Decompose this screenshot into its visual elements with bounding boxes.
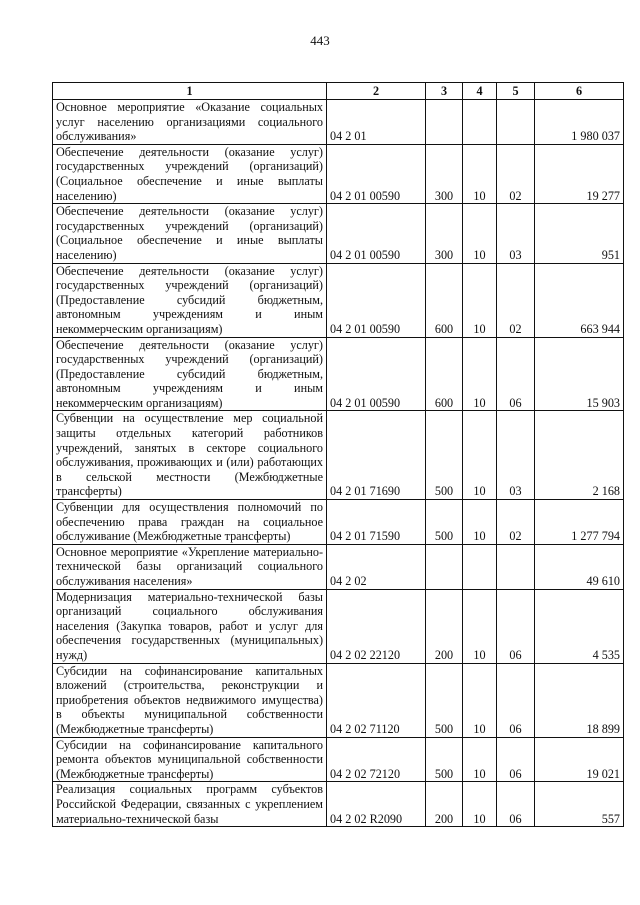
header-cell-5: 5 — [497, 83, 535, 100]
row-vr: 200 — [426, 589, 463, 663]
row-rz: 10 — [463, 144, 497, 203]
row-description: Субвенции на осуществление мер социальной защиты отдельных категорий работников учреждений, занятых в секторе социального обслуживания, проживающих и (или) работающих в сельской местности (Межбюджетные трансферты) — [53, 411, 327, 500]
row-code: 04 2 02 R2090 — [327, 782, 426, 827]
row-vr: 300 — [426, 204, 463, 263]
table-header-row — [53, 83, 624, 100]
row-pr: 06 — [497, 589, 535, 663]
row-description: Обеспечение деятельности (оказание услуг) государственных учреждений (организаций) (Социальное обеспечение и иные выплаты населению) — [53, 204, 327, 263]
row-rz: 10 — [463, 337, 497, 411]
row-code: 04 2 02 22120 — [327, 589, 426, 663]
row-amount: 49 610 — [535, 544, 624, 589]
row-code: 04 2 02 72120 — [327, 737, 426, 782]
row-description: Субсидии на софинансирование капитального ремонта объектов муниципальной собственности (Межбюджетные трансферты) — [53, 737, 327, 782]
row-pr: 03 — [497, 204, 535, 263]
row-pr: 02 — [497, 144, 535, 203]
row-rz: 10 — [463, 782, 497, 827]
row-amount: 18 899 — [535, 663, 624, 737]
row-amount: 19 021 — [535, 737, 624, 782]
row-description: Основное мероприятие «Укрепление материально-технической базы организаций социального обслуживания населения» — [53, 544, 327, 589]
header-cell-4: 4 — [463, 83, 497, 100]
row-code: 04 2 01 71690 — [327, 411, 426, 500]
row-vr: 500 — [426, 663, 463, 737]
row-rz: 10 — [463, 500, 497, 545]
row-vr: 500 — [426, 500, 463, 545]
table-row — [53, 100, 624, 145]
header-cell-3: 3 — [426, 83, 463, 100]
table-row — [53, 144, 624, 203]
table-row — [53, 737, 624, 782]
row-amount: 951 — [535, 204, 624, 263]
row-code: 04 2 01 00590 — [327, 337, 426, 411]
row-pr — [497, 544, 535, 589]
row-amount: 1 277 794 — [535, 500, 624, 545]
row-code: 04 2 01 00590 — [327, 204, 426, 263]
row-rz — [463, 544, 497, 589]
row-code: 04 2 02 71120 — [327, 663, 426, 737]
row-pr: 06 — [497, 663, 535, 737]
row-description: Реализация социальных программ субъектов Российской Федерации, связанных с укреплением материально-технической базы — [53, 782, 327, 827]
row-amount: 557 — [535, 782, 624, 827]
row-code: 04 2 02 — [327, 544, 426, 589]
row-code: 04 2 01 00590 — [327, 144, 426, 203]
row-pr: 02 — [497, 500, 535, 545]
header-cell-1: 1 — [53, 83, 327, 100]
table-row — [53, 411, 624, 500]
row-amount: 663 944 — [535, 263, 624, 337]
row-pr — [497, 100, 535, 145]
row-vr: 600 — [426, 263, 463, 337]
row-code: 04 2 01 00590 — [327, 263, 426, 337]
table-row — [53, 204, 624, 263]
row-pr: 06 — [497, 737, 535, 782]
row-code: 04 2 01 — [327, 100, 426, 145]
row-description: Обеспечение деятельности (оказание услуг) государственных учреждений (организаций) (Предоставление субсидий бюджетным, автономным учреждениям и иным некоммерческим организациям) — [53, 337, 327, 411]
page-number: 443 — [310, 33, 330, 48]
row-amount: 15 903 — [535, 337, 624, 411]
table-row — [53, 663, 624, 737]
row-description: Обеспечение деятельности (оказание услуг) государственных учреждений (организаций) (Предоставление субсидий бюджетным, автономным учреждениям и иным некоммерческим организациям) — [53, 263, 327, 337]
table-row — [53, 782, 624, 827]
table-row — [53, 500, 624, 545]
row-vr — [426, 100, 463, 145]
row-amount: 19 277 — [535, 144, 624, 203]
row-pr: 02 — [497, 263, 535, 337]
row-rz: 10 — [463, 204, 497, 263]
row-description: Модернизация материально-технической базы организаций социального обслуживания населения (Закупка товаров, работ и услуг для обеспечения государственных (муниципальных) нужд) — [53, 589, 327, 663]
row-pr: 06 — [497, 337, 535, 411]
row-vr: 500 — [426, 737, 463, 782]
table-row — [53, 589, 624, 663]
row-description: Субсидии на софинансирование капитальных вложений (строительства, реконструкции и приобретения объектов недвижимого имущества) в объекты муниципальной собственности (Межбюджетные трансферты) — [53, 663, 327, 737]
budget-table — [52, 82, 624, 827]
row-vr: 600 — [426, 337, 463, 411]
header-cell-2: 2 — [327, 83, 426, 100]
table-row — [53, 544, 624, 589]
row-pr: 06 — [497, 782, 535, 827]
row-amount: 1 980 037 — [535, 100, 624, 145]
row-rz — [463, 100, 497, 145]
row-pr: 03 — [497, 411, 535, 500]
row-amount: 2 168 — [535, 411, 624, 500]
row-description: Основное мероприятие «Оказание социальных услуг населению организациями социального обслуживания» — [53, 100, 327, 145]
row-vr: 200 — [426, 782, 463, 827]
row-vr: 500 — [426, 411, 463, 500]
row-description: Обеспечение деятельности (оказание услуг) государственных учреждений (организаций) (Социальное обеспечение и иные выплаты населению) — [53, 144, 327, 203]
row-rz: 10 — [463, 263, 497, 337]
header-cell-6: 6 — [535, 83, 624, 100]
row-amount: 4 535 — [535, 589, 624, 663]
row-rz: 10 — [463, 737, 497, 782]
row-rz: 10 — [463, 411, 497, 500]
row-vr — [426, 544, 463, 589]
row-rz: 10 — [463, 663, 497, 737]
row-code: 04 2 01 71590 — [327, 500, 426, 545]
table-row — [53, 337, 624, 411]
row-rz: 10 — [463, 589, 497, 663]
row-description: Субвенции для осуществления полномочий по обеспечению права граждан на социальное обслуживание (Межбюджетные трансферты) — [53, 500, 327, 545]
row-vr: 300 — [426, 144, 463, 203]
table-row — [53, 263, 624, 337]
